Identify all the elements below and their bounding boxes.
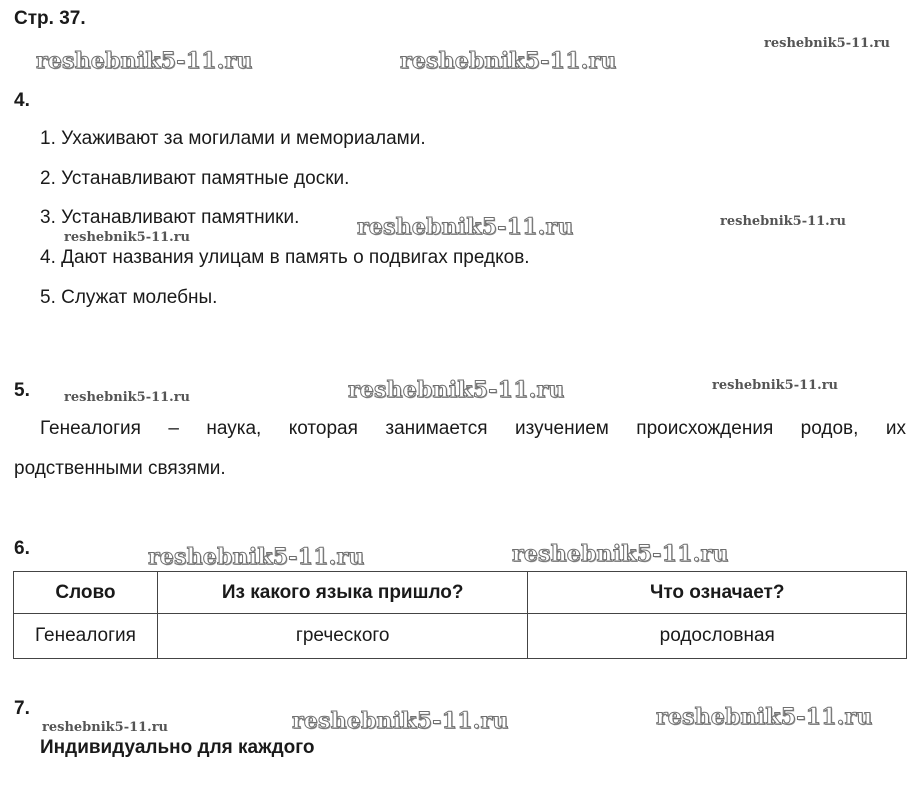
table-row bbox=[14, 614, 907, 659]
watermark: reshebnik5-11.ru bbox=[656, 704, 873, 730]
task-4-item-1: 1. Ухаживают за могилами и мемориалами. bbox=[40, 128, 426, 149]
watermark: reshebnik5-11.ru bbox=[348, 377, 565, 403]
watermark: reshebnik5-11.ru bbox=[764, 36, 891, 51]
task-5-text-line-2: родственными связями. bbox=[14, 458, 226, 479]
table-cell-origin-language: греческого bbox=[157, 614, 528, 659]
task-7-answer: Индивидуально для каждого bbox=[40, 737, 315, 758]
task-5-number: 5. bbox=[14, 380, 30, 401]
watermark: reshebnik5-11.ru bbox=[42, 720, 169, 735]
task-5-text-line-1: Генеалогия – наука, которая занимается изучением происхождения родов, их bbox=[40, 418, 906, 439]
page-title: Стр. 37. bbox=[14, 8, 86, 29]
watermark: reshebnik5-11.ru bbox=[512, 541, 729, 567]
watermark: reshebnik5-11.ru bbox=[148, 544, 365, 570]
table-cell-meaning: родословная bbox=[528, 614, 907, 659]
watermark: reshebnik5-11.ru bbox=[64, 230, 191, 245]
task-4-item-2: 2. Устанавливают памятные доски. bbox=[40, 168, 350, 189]
task-6-number: 6. bbox=[14, 538, 30, 559]
watermark: reshebnik5-11.ru bbox=[720, 214, 847, 229]
words-table bbox=[13, 571, 907, 659]
task-4-item-4: 4. Дают названия улицам в память о подвигах предков. bbox=[40, 247, 530, 268]
watermark: reshebnik5-11.ru bbox=[712, 378, 839, 393]
task-7-number: 7. bbox=[14, 698, 30, 719]
task-4-item-3: 3. Устанавливают памятники. bbox=[40, 207, 300, 228]
column-header-meaning: Что означает? bbox=[528, 572, 907, 614]
watermark: reshebnik5-11.ru bbox=[36, 48, 253, 74]
table-header-row bbox=[14, 572, 907, 614]
watermark: reshebnik5-11.ru bbox=[292, 708, 509, 734]
table-cell-word: Генеалогия bbox=[14, 614, 158, 659]
task-4-item-5: 5. Служат молебны. bbox=[40, 287, 218, 308]
watermark: reshebnik5-11.ru bbox=[357, 214, 574, 240]
task-4-number: 4. bbox=[14, 90, 30, 111]
column-header-origin-language: Из какого языка пришло? bbox=[157, 572, 528, 614]
column-header-word: Слово bbox=[14, 572, 158, 614]
watermark: reshebnik5-11.ru bbox=[400, 48, 617, 74]
watermark: reshebnik5-11.ru bbox=[64, 390, 191, 405]
